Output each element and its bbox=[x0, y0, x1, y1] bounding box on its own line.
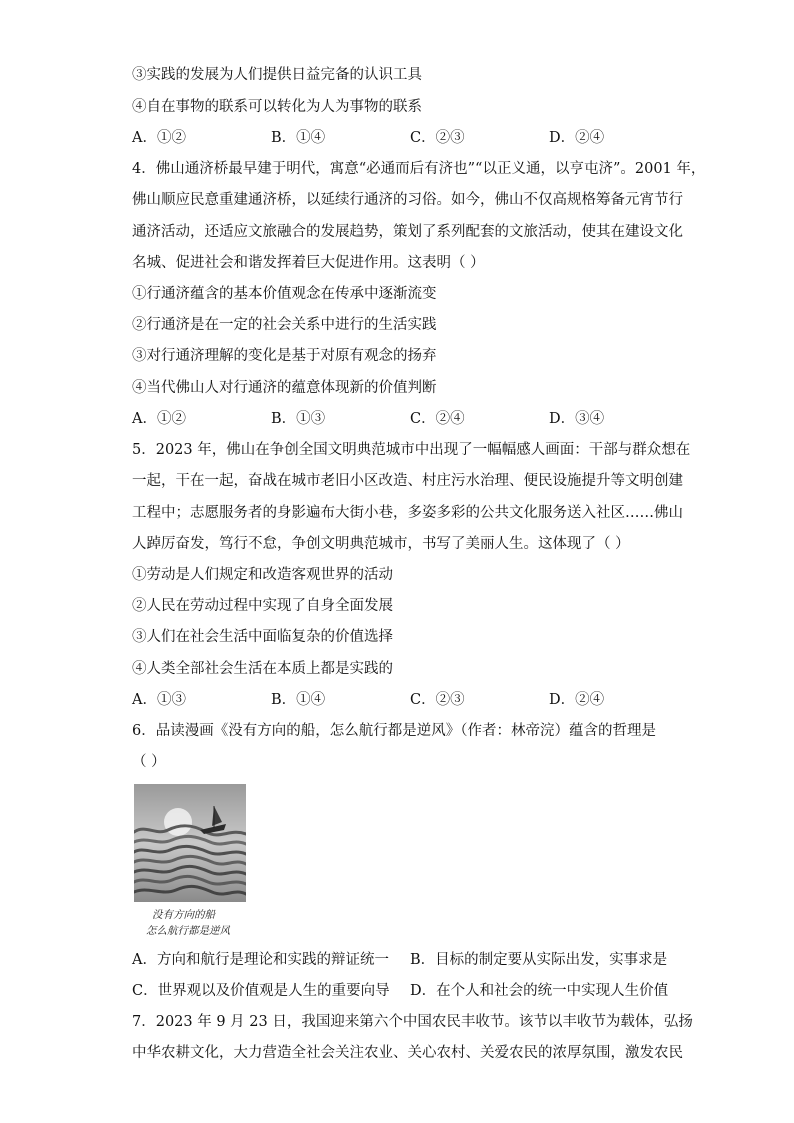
q3-options bbox=[132, 128, 692, 148]
q6-options-row-2 bbox=[132, 981, 672, 1001]
q7-stem-line-2: 中华农耕文化，大力营造全社会关注农业、关心农村、关爱农民的浓厚氛围，激发农民 bbox=[132, 1045, 683, 1061]
q4-statement-1: ①行通济蕴含的基本价值观念在传承中逐渐流变 bbox=[132, 286, 437, 302]
q3-option-b: B．①④ bbox=[271, 130, 326, 146]
q5-statement-3: ③人们在社会生活中面临复杂的价值选择 bbox=[132, 629, 393, 645]
q4-option-a: A．①② bbox=[132, 411, 186, 427]
q4-statement-2: ②行通济是在一定的社会关系中进行的生活实践 bbox=[132, 317, 437, 333]
q5-stem-line-3: 工程中；志愿服务者的身影遍布大街小巷，多姿多彩的公共文化服务送入社区……佛山 bbox=[132, 505, 683, 521]
q6-stem-line-2: （ ） bbox=[132, 754, 166, 770]
q5-option-d: D．②④ bbox=[549, 692, 605, 708]
q3-option-d: D．②④ bbox=[549, 130, 605, 146]
q4-options bbox=[132, 409, 692, 429]
cartoon-moon bbox=[164, 808, 192, 836]
q4-stem-line-1: 4．佛山通济桥最早建于明代，寓意“必通而后有济也”“以正义通，以亨屯济”。2001 年， bbox=[132, 161, 706, 177]
q3-statement-3: ③实践的发展为人们提供日益完备的认识工具 bbox=[132, 67, 422, 83]
q5-statement-1: ①劳动是人们规定和改造客观世界的活动 bbox=[132, 567, 393, 583]
cartoon-image bbox=[134, 784, 246, 940]
cartoon-caption-line-2: 怎么航行都是逆风 bbox=[146, 925, 230, 937]
q3-option-a: A．①② bbox=[132, 130, 186, 146]
q4-statement-3: ③对行通济理解的变化是基于对原有观念的扬弃 bbox=[132, 348, 437, 364]
q3-statement-4: ④自在事物的联系可以转化为人为事物的联系 bbox=[132, 99, 422, 115]
q4-stem-line-2: 佛山顺应民意重建通济桥，以延续行通济的习俗。如今，佛山不仅高规格筹备元宵节行 bbox=[132, 192, 683, 208]
q6-option-a: A．方向和航行是理论和实践的辩证统一 bbox=[132, 952, 389, 968]
q5-options bbox=[132, 690, 692, 710]
q4-stem-line-4: 名城、促进社会和谐发挥着巨大促进作用。这表明（ ） bbox=[132, 255, 485, 271]
q5-option-c: C．②③ bbox=[410, 692, 465, 708]
cartoon-caption-line-1: 没有方向的船 bbox=[152, 909, 215, 921]
q6-option-c: C．世界观以及价值观是人生的重要向导 bbox=[132, 983, 390, 999]
q6-option-b: B．目标的制定要从实际出发，实事求是 bbox=[410, 952, 668, 968]
q5-option-b: B．①④ bbox=[271, 692, 326, 708]
q6-options-row-1 bbox=[132, 950, 672, 970]
q4-option-d: D．③④ bbox=[549, 411, 605, 427]
q4-statement-4: ④当代佛山人对行通济的蕴意体现新的价值判断 bbox=[132, 380, 437, 396]
q6-option-d: D．在个人和社会的统一中实现人生价值 bbox=[410, 983, 669, 999]
q4-option-c: C．②④ bbox=[410, 411, 465, 427]
q5-stem-line-4: 人踔厉奋发，笃行不怠，争创文明典范城市，书写了美丽人生。这体现了（ ） bbox=[132, 536, 630, 552]
q4-stem-line-3: 通济活动，还适应文旅融合的发展趋势，策划了系列配套的文旅活动，使其在建设文化 bbox=[132, 224, 683, 240]
q6-stem-line-1: 6．品读漫画《没有方向的船，怎么航行都是逆风》（作者：林帝浣）蕴含的哲理是 bbox=[132, 723, 656, 739]
q5-statement-2: ②人民在劳动过程中实现了自身全面发展 bbox=[132, 598, 393, 614]
q4-option-b: B．①③ bbox=[271, 411, 326, 427]
q5-stem-line-2: 一起，干在一起，奋战在城市老旧小区改造、村庄污水治理、便民设施提升等文明创建 bbox=[132, 473, 683, 489]
q5-option-a: A．①③ bbox=[132, 692, 186, 708]
q3-option-c: C．②③ bbox=[410, 130, 465, 146]
q7-stem-line-1: 7．2023 年 9 月 23 日，我国迎来第六个中国农民丰收节。该节以丰收节为载体，弘扬 bbox=[132, 1014, 693, 1030]
q5-statement-4: ④人类全部社会生活在本质上都是实践的 bbox=[132, 661, 393, 677]
q5-stem-line-1: 5．2023 年，佛山在争创全国文明典范城市中出现了一幅幅感人画面：干部与群众想在 bbox=[132, 442, 691, 458]
